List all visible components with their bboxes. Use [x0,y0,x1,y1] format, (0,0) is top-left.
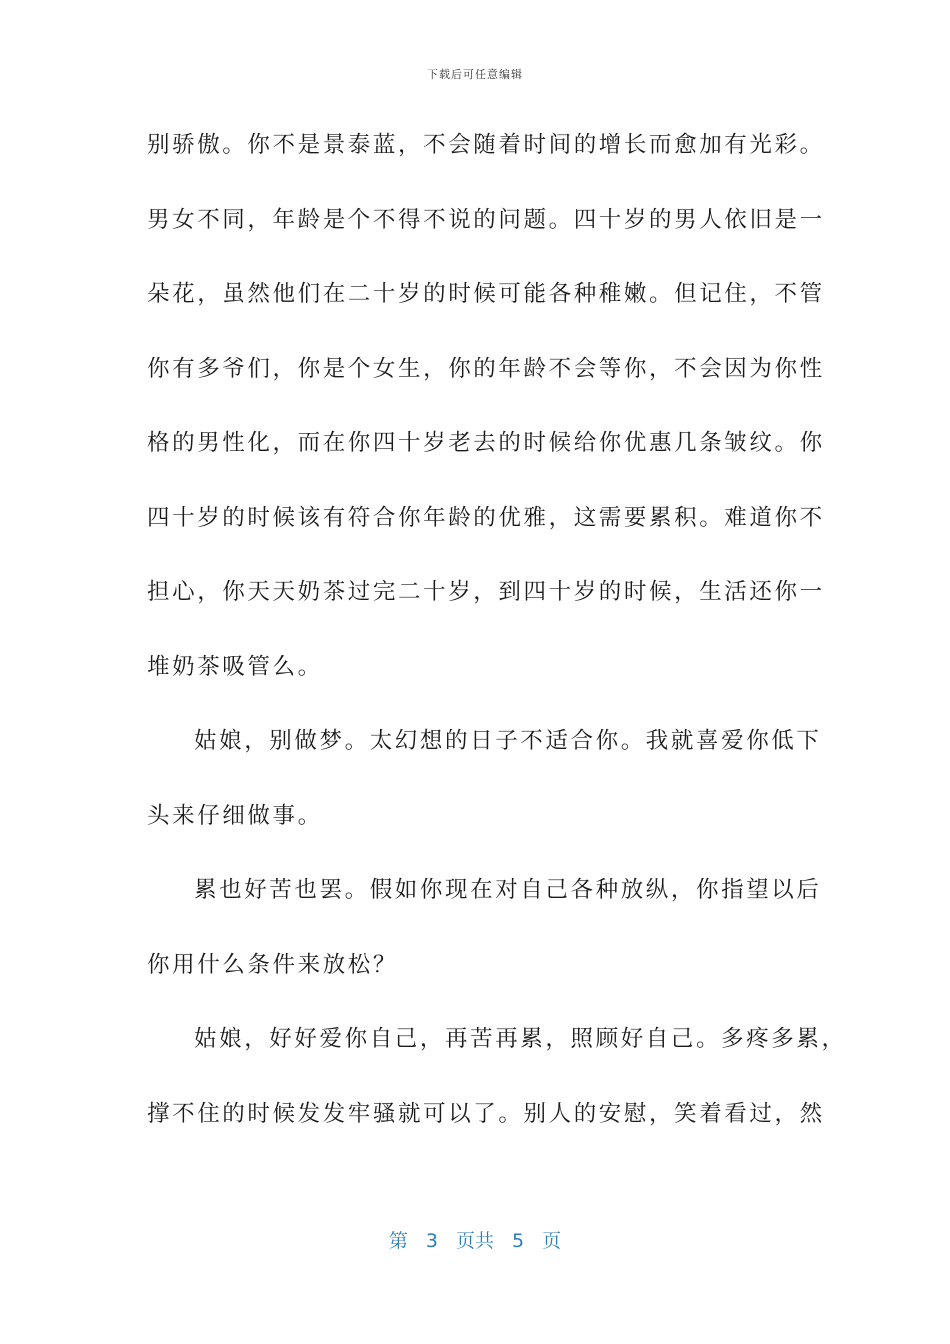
text-line: 堆奶茶吸管么。 [147,653,323,680]
text-line: 担心，你天天奶茶过完二十岁，到四十岁的时候，生活还你一 [147,579,825,605]
document-body [147,128,847,1171]
text-line: 头来仔细做事。 [147,802,323,829]
current-page-number: 3 [425,1230,438,1252]
footer-suffix: 页 [542,1230,562,1252]
text-line: 累也好苦也罢。假如你现在对自己各种放纵，你指望以后 [194,877,822,903]
text-line: 姑娘，别做梦。太幻想的日子不适合你。我就喜爱你低下 [194,728,822,754]
text-line: 男女不同，年龄是个不得不说的问题。四十岁的男人依旧是一 [147,206,825,233]
footer-prefix: 第 [388,1230,408,1252]
text-line: 姑娘，好好爱你自己，再苦再累，照顾好自己。多疼多累， [194,1026,847,1052]
footer-middle: 页共 [455,1230,494,1252]
text-line: 你有多爷们，你是个女生，你的年龄不会等你，不会因为你性 [147,355,825,382]
text-line: 四十岁的时候该有符合你年龄的优雅，这需要累积。难道你不 [147,504,825,531]
total-pages-number: 5 [512,1230,525,1252]
text-line: 撑不住的时候发发牢骚就可以了。别人的安慰，笑着看过，然 [147,1100,825,1127]
text-line: 格的男性化，而在你四十岁老去的时候给你优惠几条皱纹。你 [147,430,825,456]
text-line: 朵花，虽然他们在二十岁的时候可能各种稚嫩。但记住，不管 [147,281,825,307]
header-note: 下载后可任意编辑 [427,68,523,81]
text-line: 你用什么条件来放松？ [147,951,399,978]
page-footer [0,1226,950,1253]
text-line: 别骄傲。你不是景泰蓝，不会随着时间的增长而愈加有光彩。 [147,132,825,158]
